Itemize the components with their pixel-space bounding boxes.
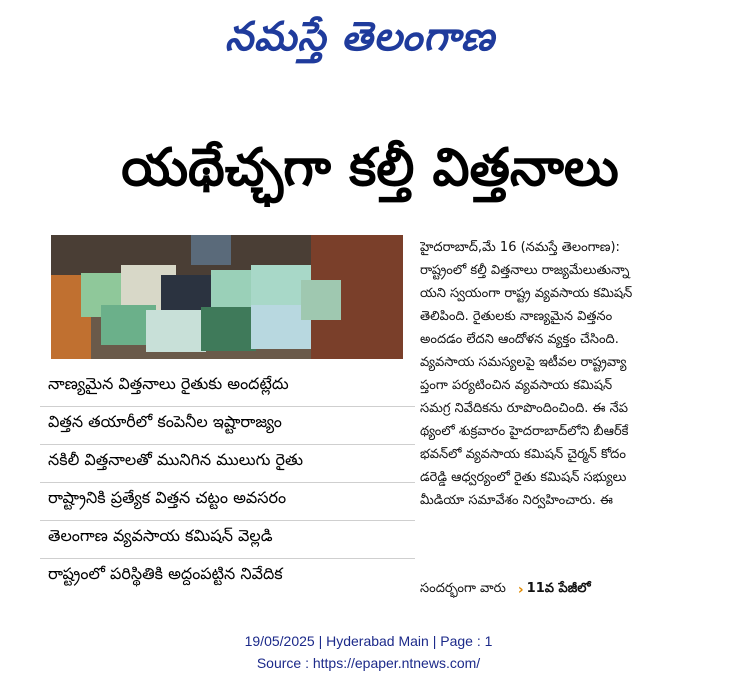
- highlight-item: నకిలీ విత్తనాలతో మునిగిన ములుగు రైతు: [40, 444, 415, 478]
- body-line: వ్యవసాయ సమస్యలపై ఇటీవల రాష్ట్రవ్యా: [420, 355, 627, 370]
- continued-label: 11వ పేజీలో: [526, 580, 591, 596]
- chevron-right-icon: ›: [517, 581, 524, 598]
- body-line: డరెడ్డి ఆధ్వర్యంలో రైతు కమిషన్‌ సభ్యులు: [420, 470, 627, 485]
- body-line: సమగ్ర నివేదికను రూపొందించింది. ఈ నేప: [420, 401, 628, 416]
- highlight-item: నాణ్యమైన విత్తనాలు రైతుకు అందట్లేదు: [48, 374, 289, 393]
- continuation-row: [420, 578, 720, 601]
- body-line: భవన్‌లో వ్యవసాయ కమిషన్‌ చైర్మన్‌ కోదం: [420, 447, 626, 462]
- body-line: మీడియా సమావేశం నిర్వహించారు. ఈ: [420, 493, 613, 508]
- continued-link[interactable]: [518, 581, 591, 599]
- footer-date-edition: 19/05/2025 | Hyderabad Main | Page : 1: [244, 633, 493, 649]
- highlight-item: రాష్ట్రంలో పరిస్థితికి అద్దంపట్టిన నివేదిక: [40, 558, 415, 592]
- body-line: సందర్భంగా వారు: [420, 580, 506, 596]
- body-line: థ్యంలో శుక్రవారం హైదరాబాద్‌లోని బీఆర్‌కే: [420, 424, 629, 439]
- article-body: [420, 236, 720, 512]
- footer-source[interactable]: Source : https://epaper.ntnews.com/: [256, 655, 481, 671]
- highlights-box: [40, 369, 415, 596]
- body-line: రాష్ట్రంలో కల్తీ విత్తనాలు రాజ్యమేలుతున్నా: [420, 263, 630, 278]
- highlight-item: తెలంగాణ వ్యవసాయ కమిషన్‌ వెల్లడి: [40, 520, 415, 554]
- news-photo: [51, 235, 403, 359]
- highlight-item: విత్తన తయారీలో కంపెనీల ఇష్టారాజ్యం: [40, 406, 415, 440]
- body-line: తెలిపింది. రైతులకు నాణ్యమైన విత్తనం: [420, 309, 613, 324]
- body-line: ప్తంగా పర్యటించిన వ్యవసాయ కమిషన్‌: [420, 378, 613, 393]
- masthead-logo: నమస్తే తెలంగాణ: [224, 12, 496, 60]
- body-line: హైదరాబాద్‌,మే 16 (నమస్తే తెలంగాణ):: [420, 240, 620, 255]
- footer: [0, 630, 737, 674]
- body-line: యని స్వయంగా రాష్ట్ర వ్యవసాయ కమిషన్‌: [420, 286, 633, 301]
- headline: యథేచ్ఛగా కల్తీ విత్తనాలు: [121, 137, 619, 198]
- body-line: అందడం లేదని ఆందోళన వ్యక్తం చేసింది.: [420, 332, 619, 347]
- highlight-item: రాష్ట్రానికి ప్రత్యేక విత్తన చట్టం అవసరం: [40, 482, 415, 516]
